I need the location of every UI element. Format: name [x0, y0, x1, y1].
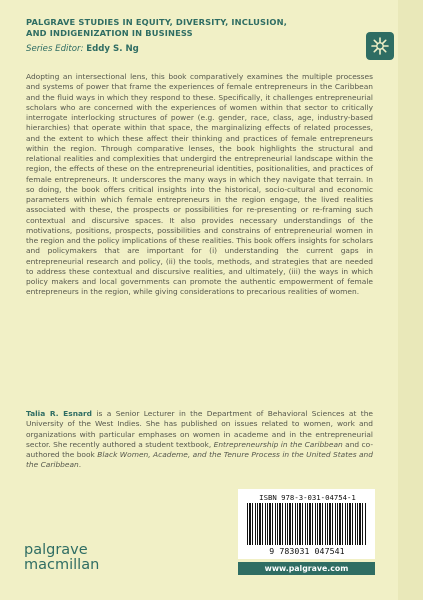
publisher-logo: [24, 543, 99, 573]
palgrave-logo-icon: [366, 32, 394, 60]
isbn-digits: 9 783031 047541: [269, 546, 345, 556]
author-bio-text: is a Senior Lecturer in the Department of Behavioral Sciences at the University of the West Indies. She has published on issues related to women, work and organizations with particular emphases on women in academe and in the entrepreneurial sector. She recently authored a student textbook,: [26, 409, 373, 449]
series-editor: [26, 44, 139, 54]
publisher-url[interactable]: www.palgrave.com: [238, 562, 375, 575]
spine-edge: [398, 0, 423, 600]
author-bio-text: and co-authored the book: [26, 439, 374, 459]
publisher-name-line: macmillan: [24, 557, 100, 573]
book-title: Entrepreneurship in the Caribbean: [213, 439, 343, 449]
series-editor-name: Eddy S. Ng: [86, 44, 139, 54]
series-title-line: PALGRAVE STUDIES IN EQUITY, DIVERSITY, INCLUSION,: [26, 17, 287, 27]
author-bio: [26, 409, 373, 471]
author-bio-text: .: [78, 460, 82, 470]
palgrave-logo-icon: [370, 36, 390, 56]
book-title: Black Women, Academe, and the Tenure Process in the United States and the Caribbean: [26, 450, 373, 470]
isbn-label: ISBN 978-3-031-04754-1: [259, 493, 356, 502]
series-editor-label: Series Editor:: [26, 44, 84, 54]
series-title-line: AND INDIGENIZATION IN BUSINESS: [26, 28, 193, 38]
author-name: Talia R. Esnard: [26, 409, 92, 418]
barcode-bars: [247, 503, 367, 545]
book-description: Adopting an intersectional lens, this book comparatively examines the multiple processes and systems of power that frame the experiences of female entrepreneurs in the Caribbean and the fluid ways in which they respond to these. Specifically, it challenges entrepreneurial scholars who are concerned with the experiences of women within that sector to critically interrogate interlocking structures of power (e.g. gender, race, class, age, industry-based hierarchies) that operate within that space, the marginalizing effects of related processes, and the extent to which these affect their thinking and practices of female entrepreneurs within the region. Through comparative lenses, the book highlights the structural and relational realities and complexities that undergird the entrepreneurial landscape within the region, the effects of these on the entrepreneurial identities, positionalities, and practices of female entrepreneurs. It underscores the many ways in which they navigate that terrain. In so doing, the book offers critical insights into the historical, socio-cultural and economic parameters within which female entrepreneurs in the region engage, the lived realities associated with these, the prospects or possibilities for re-presenting or re-framing such contextual and discursive spaces. It also provides necessary understandings of the motivations, positions, prospects, possibilities and constrains of entrepreneurial women in the region and the policy implications of these realities. This book offers insights for scholars and policymakers that are important for (i) understanding the current gaps in entrepreneurial research and policy, (ii) the tools, methods, and strategies that are needed to address these contextual and discursive realities, and ultimately, (iii) the ways in which policy makers and local governments can promote the authentic empowerment of female entrepreneurs in the region, while giving considerations to precarious realities of women.: [26, 72, 373, 297]
series-title: [26, 17, 346, 39]
publisher-name-line: palgrave: [24, 542, 88, 558]
barcode: [238, 489, 375, 559]
